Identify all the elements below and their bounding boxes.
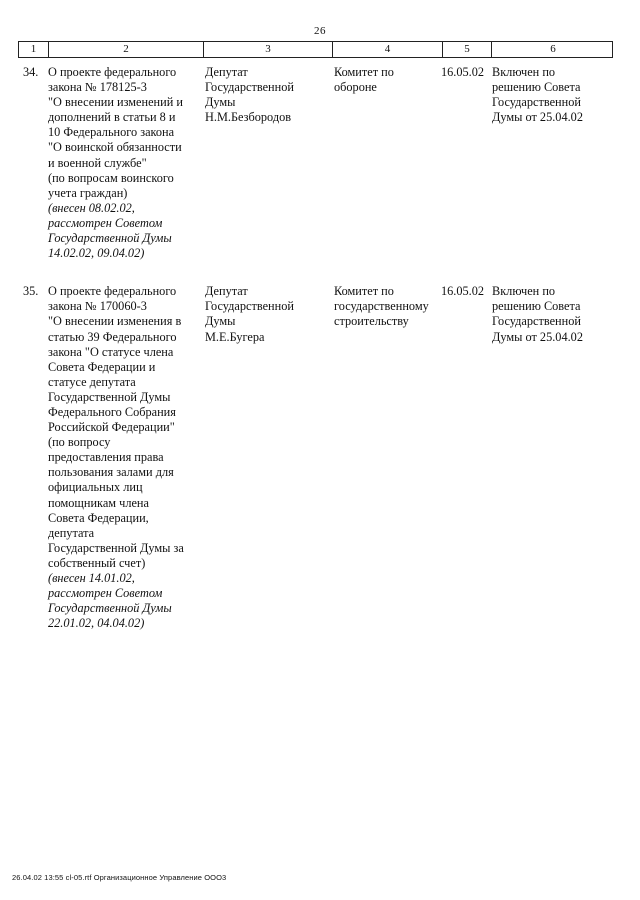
text-line: рассмотрен Советом xyxy=(48,215,163,230)
text-line: Совета Федерации и xyxy=(48,359,156,374)
column-header: 1 xyxy=(30,43,37,55)
text-line: Думы xyxy=(205,314,236,329)
text-line: решению Совета xyxy=(492,80,581,95)
text-line: "О воинской обязанности xyxy=(48,140,182,155)
text-line: О проекте федерального xyxy=(48,284,177,299)
text-line: обороне xyxy=(334,80,377,95)
table-row xyxy=(18,284,613,631)
text-line: собственный счет) xyxy=(48,555,146,570)
text-line: Н.М.Безбородов xyxy=(205,110,292,125)
text-line: М.Е.Бугера xyxy=(205,329,265,344)
bill-author xyxy=(202,65,331,261)
text-line: Думы от 25.04.02 xyxy=(492,329,583,344)
column-header: 5 xyxy=(442,42,491,57)
text-line: Комитет по xyxy=(334,65,394,79)
text-line: Государственной xyxy=(205,299,294,314)
text-line: 22.01.02, 04.04.02) xyxy=(48,616,145,631)
text-line: (внесен 14.01.02, xyxy=(48,571,135,585)
text-line: Государственной Думы xyxy=(48,601,172,616)
text-line: Комитет по xyxy=(334,284,394,299)
print-footer: 26.04.02 13:55 cl-05.rtf Организационное Управление ООО3 xyxy=(12,873,227,882)
text-line: Государственной Думы за xyxy=(48,540,184,555)
row-number: 34. xyxy=(23,65,39,79)
text-line: Государственной xyxy=(492,314,581,329)
row-number: 35. xyxy=(23,284,39,299)
text-line: пользования залами для xyxy=(48,465,174,480)
text-line: Государственной Думы xyxy=(48,389,171,404)
column-header: 3 xyxy=(203,42,332,57)
text-line: учета граждан) xyxy=(48,185,128,200)
text-line: Государственной Думы xyxy=(48,231,172,246)
text-line: депутата xyxy=(48,525,95,540)
text-line: Совета Федерации, xyxy=(48,510,149,525)
text-line: Включен по xyxy=(492,284,556,299)
text-line: Включен по xyxy=(492,65,556,79)
bill-title xyxy=(47,65,202,261)
text-line: Думы от 25.04.02 xyxy=(492,110,583,125)
text-line: Думы xyxy=(205,95,236,110)
text-line: "О внесении изменения в xyxy=(48,314,182,329)
text-line: (по вопросам воинского xyxy=(48,170,174,185)
text-line: 14.02.02, 09.04.02) xyxy=(48,246,145,261)
text-line: строительству xyxy=(334,314,409,329)
text-line: (внесен 08.02.02, xyxy=(48,200,135,215)
date: 16.05.02 xyxy=(441,284,485,299)
bills-table xyxy=(18,41,613,631)
text-line: Государственной xyxy=(205,80,294,95)
text-line: (по вопросу xyxy=(48,435,111,450)
text-line: 10 Федерального закона xyxy=(48,125,175,140)
status xyxy=(490,284,613,631)
date: 16.05.02 xyxy=(441,65,485,79)
text-line: официальных лиц xyxy=(48,480,143,495)
text-line: закона "О статусе члена xyxy=(48,344,174,359)
text-line: рассмотрен Советом xyxy=(48,586,163,601)
text-line: статусе депутата xyxy=(48,374,136,389)
table-row xyxy=(18,65,613,261)
text-line: закона № 178125-3 xyxy=(48,80,147,95)
text-line: статью 39 Федерального xyxy=(48,329,177,344)
status xyxy=(490,65,613,261)
text-line: Депутат xyxy=(205,65,248,79)
text-line: дополнений в статьи 8 и xyxy=(48,110,176,125)
page-number: 26 xyxy=(314,25,326,37)
text-line: предоставления права xyxy=(48,450,164,465)
text-line: государственному xyxy=(334,299,429,314)
text-line: закона № 170060-3 xyxy=(48,299,147,314)
text-line: Депутат xyxy=(205,284,248,299)
text-line: Федерального Собрания xyxy=(48,404,176,419)
text-line: О проекте федерального xyxy=(48,65,177,79)
text-line: Российской Федерации" xyxy=(48,420,175,435)
table-header-row xyxy=(18,41,613,58)
text-line: помощникам члена xyxy=(48,495,149,510)
committee xyxy=(331,284,441,631)
text-line: и военной службе" xyxy=(48,155,147,170)
text-line: "О внесении изменений и xyxy=(48,95,183,110)
text-line: Государственной xyxy=(492,95,581,110)
column-header: 4 xyxy=(332,42,442,57)
committee xyxy=(331,65,441,261)
column-header: 6 xyxy=(491,42,614,57)
text-line: решению Совета xyxy=(492,299,581,314)
bill-author xyxy=(202,284,331,631)
bill-title xyxy=(47,284,202,631)
column-header: 2 xyxy=(48,42,203,57)
